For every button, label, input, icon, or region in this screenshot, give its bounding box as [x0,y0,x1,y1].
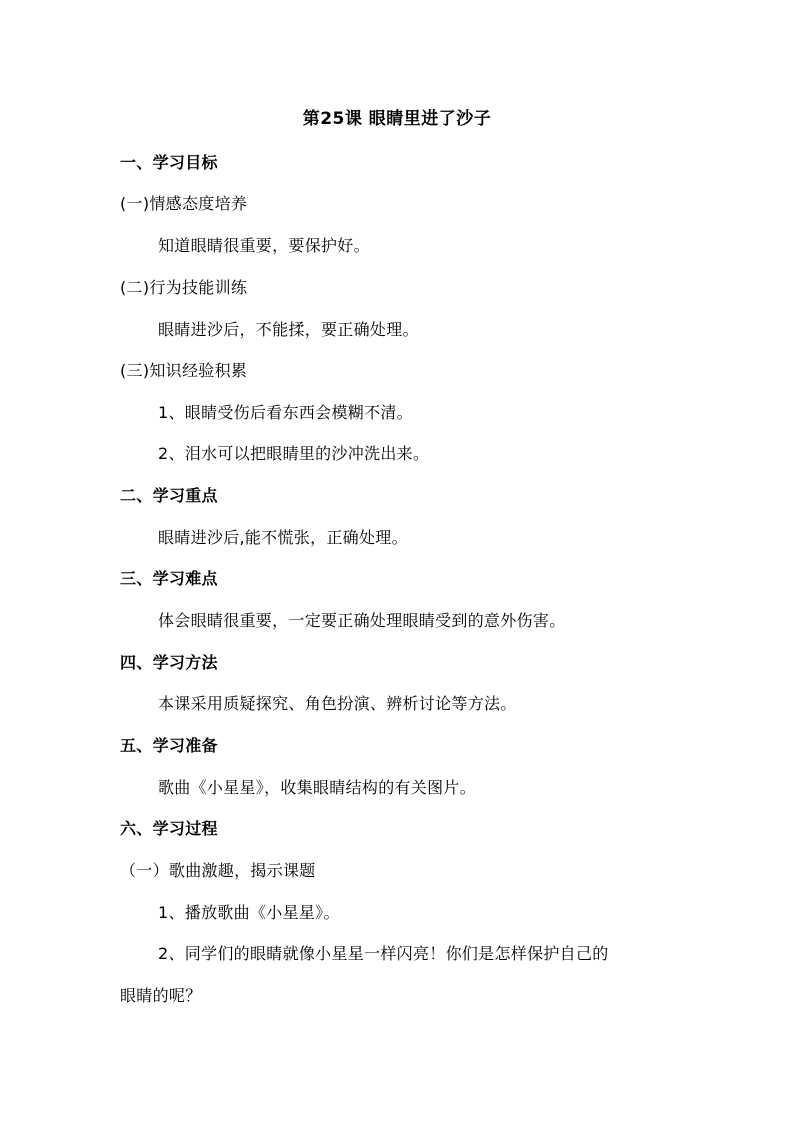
paragraph-process-2-continued: 眼睛的呢？ [120,986,202,1005]
paragraph-attitude: 知道眼睛很重要，要保护好。 [158,236,370,255]
paragraph-methods: 本课采用质疑探究、角色扮演、辨析讨论等方法。 [158,694,517,713]
paragraph-process-1: 1、播放歌曲《小星星》。 [158,903,340,922]
subheading-attitude: (一)情感态度培养 [120,194,248,213]
heading-preparation: 五、学习准备 [120,736,218,755]
heading-process: 六、学习过程 [120,819,218,838]
paragraph-key-points: 眼睛进沙后,能不慌张，正确处理。 [158,528,408,547]
subheading-song-intro: （一）歌曲激趣，揭示课题 [120,861,316,880]
heading-methods: 四、学习方法 [120,653,218,672]
heading-learning-goals: 一、学习目标 [120,153,218,172]
paragraph-preparation: 歌曲《小星星》，收集眼睛结构的有关图片。 [158,778,477,797]
document-title: 第25课 眼睛里进了沙子 [302,109,492,129]
paragraph-difficulties: 体会眼睛很重要，一定要正确处理眼睛受到的意外伤害。 [158,611,566,630]
paragraph-knowledge-1: 1、眼睛受伤后看东西会模糊不清。 [158,403,413,422]
subheading-knowledge: (三)知识经验积累 [120,361,248,380]
paragraph-process-2: 2、同学们的眼睛就像小星星一样闪亮！你们是怎样保护自己的 [158,944,609,963]
paragraph-knowledge-2: 2、泪水可以把眼睛里的沙冲洗出来。 [158,444,430,463]
subheading-skills: (二)行为技能训练 [120,278,248,297]
paragraph-skills: 眼睛进沙后，不能揉，要正确处理。 [158,320,419,339]
heading-key-points: 二、学习重点 [120,486,218,505]
heading-difficulties: 三、学习难点 [120,569,218,588]
